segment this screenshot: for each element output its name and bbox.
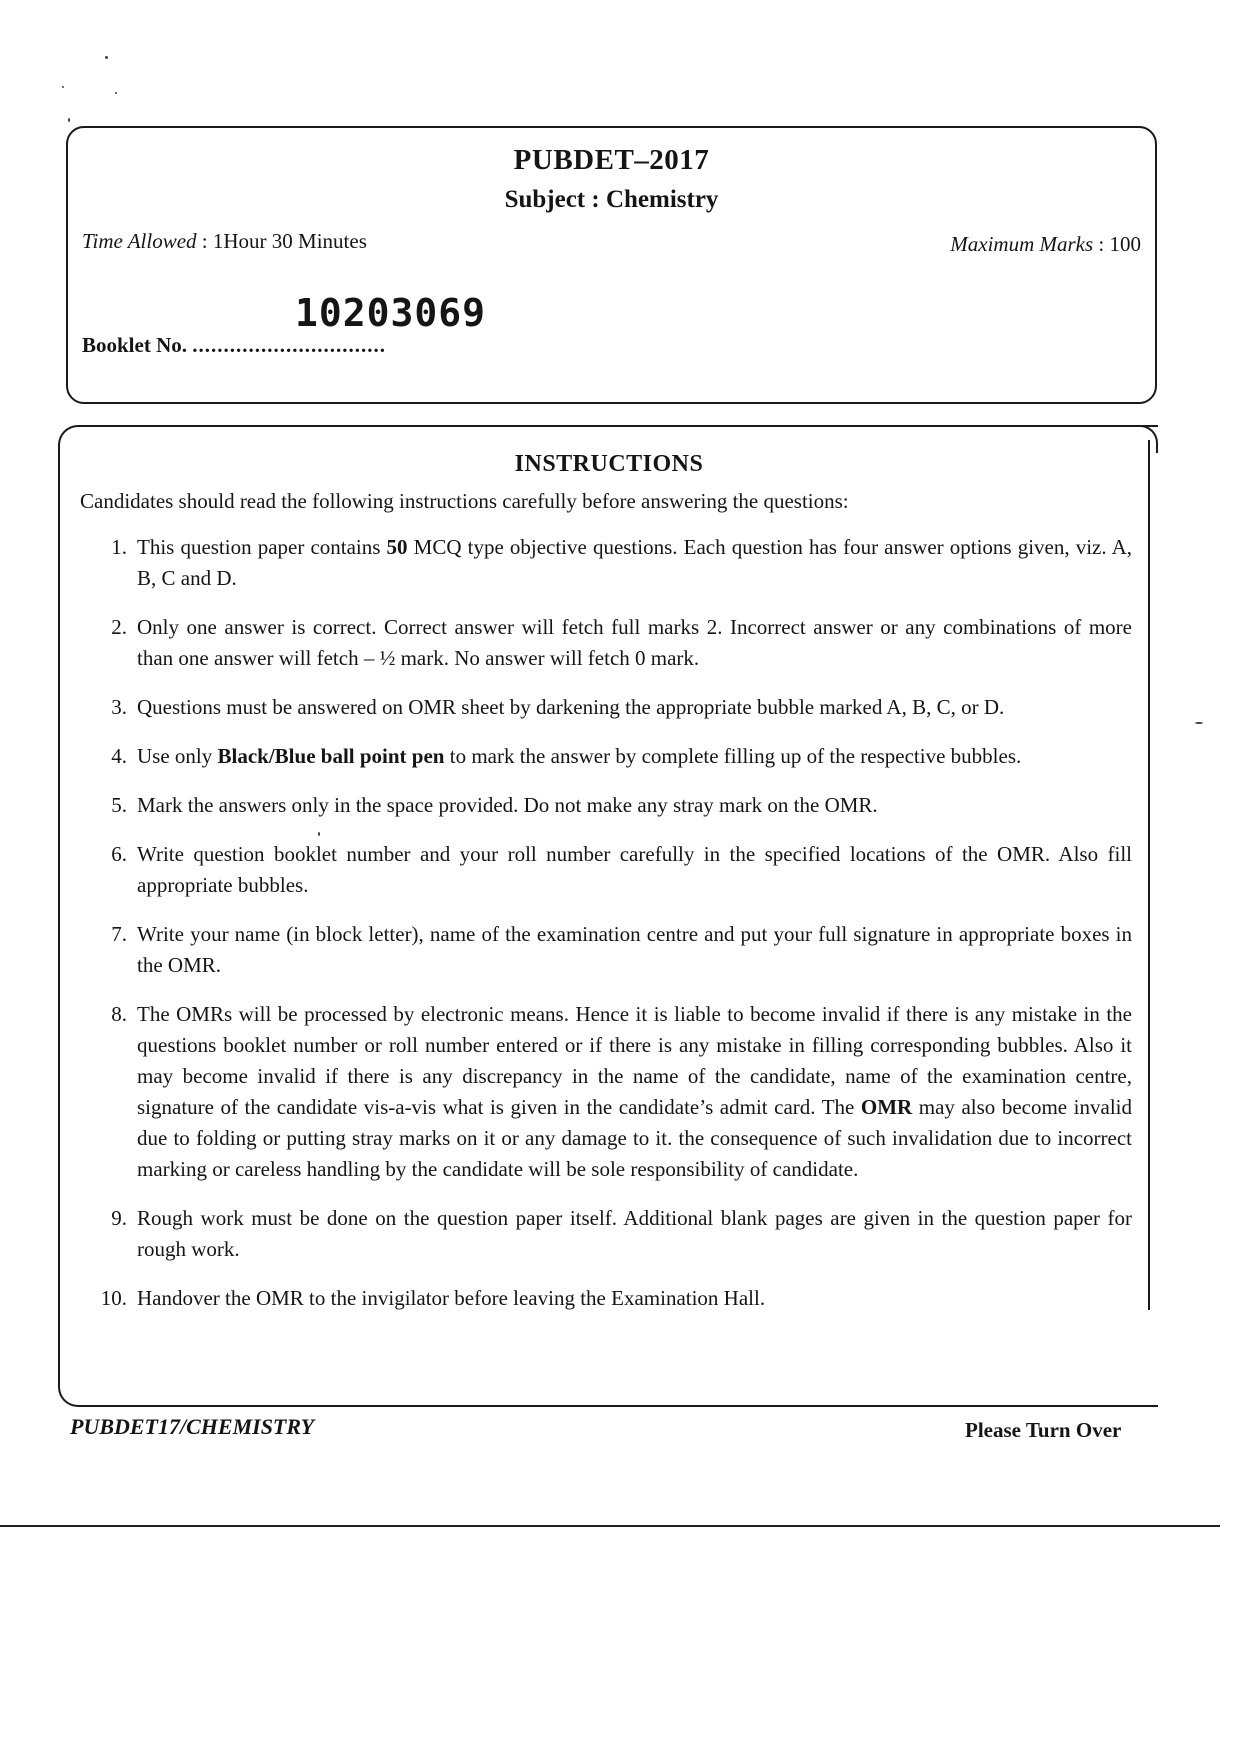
instruction-text: The OMRs will be processed by electronic means. Hence it is liable to become invalid if there is any mistake in the questions booklet number or roll number entered or if there is any mistake in filling corresponding bubbles. Also it may become invalid if there is any discrepancy in the name of the candidate, name of the examination centre, signature of the candidate vis-a-vis what is given in the candidate’s admit card. The: [137, 1002, 1132, 1119]
instruction-text: Mark the answers only in the space provided. Do not make any stray mark on the OMR.: [137, 793, 878, 817]
instruction-number: 6.: [111, 842, 127, 866]
instruction-item: [82, 790, 1132, 821]
instruction-item: [82, 1283, 1132, 1314]
instruction-bold-text: Black/Blue ball point pen: [217, 744, 445, 768]
instructions-box: [58, 425, 1158, 1407]
maximum-marks-label: Maximum Marks: [950, 232, 1094, 256]
instruction-number: 5.: [111, 793, 127, 817]
scan-speck: [105, 56, 108, 59]
instruction-text-continued: may also become invalid due to folding or putting stray marks on it or any damage to it. the consequence of such invalidation due to incorrect marking or careless handling by the candidate will be sole responsibility of candidate.: [137, 1095, 1132, 1181]
time-allowed: [82, 229, 367, 254]
instruction-text: Questions must be answered on OMR sheet by darkening the appropriate bubble marked A, B, C, or D.: [137, 695, 1005, 719]
instruction-bold-text: OMR: [860, 1095, 913, 1119]
instruction-number: 7.: [111, 922, 127, 946]
instruction-text: Write question booklet number and your roll number carefully in the specified locations of the OMR. Also fill appropriate bubbles.: [137, 842, 1132, 897]
booklet-line: [82, 291, 487, 358]
instructions-box-right-edge: [1148, 440, 1150, 1310]
instruction-item: [82, 741, 1132, 772]
instruction-text: Handover the OMR to the invigilator before leaving the Examination Hall.: [137, 1286, 766, 1310]
maximum-marks-value: 100: [1109, 232, 1141, 256]
instruction-item: [82, 999, 1132, 1185]
instruction-text: Only one answer is correct. Correct answer will fetch full marks 2. Incorrect answer or any combinations of more than one answer will fetch – ½ mark. No answer will fetch 0 mark.: [137, 615, 1132, 670]
page-bottom-rule: [0, 1525, 1220, 1527]
instruction-number: 4.: [111, 744, 127, 768]
instruction-item: [82, 1203, 1132, 1265]
instructions-list: [82, 532, 1132, 1332]
footer-paper-code: PUBDET17/CHEMISTRY: [70, 1414, 315, 1439]
instruction-number: 1.: [111, 535, 127, 559]
subject-line: Subject : Chemistry: [504, 186, 719, 213]
scan-speck: [318, 832, 320, 836]
instruction-text: Rough work must be done on the question paper itself. Additional blank pages are given in the question paper for rough work.: [137, 1206, 1132, 1261]
instruction-number: 8.: [111, 1002, 127, 1026]
instruction-bold-text: 50: [386, 535, 408, 559]
scan-speck: [115, 92, 117, 94]
instruction-number: 2.: [111, 615, 127, 639]
instruction-text-continued: to mark the answer by complete filling up of the respective bubbles.: [444, 744, 1022, 768]
instruction-item: [82, 919, 1132, 981]
time-colon: :: [196, 229, 213, 253]
instruction-text: Write your name (in block letter), name of the examination centre and put your full signature in appropriate boxes in the OMR.: [137, 922, 1132, 977]
scan-speck: [62, 86, 64, 88]
header-box: [66, 126, 1157, 404]
instruction-text: This question paper contains: [137, 535, 387, 559]
instructions-heading: INSTRUCTIONS: [514, 451, 704, 477]
booklet-label: Booklet No.: [82, 333, 187, 357]
instruction-item: [82, 839, 1132, 901]
scan-speck: [1195, 722, 1203, 724]
instruction-item: [82, 612, 1132, 674]
instruction-text-continued: MCQ type objective questions. Each question has four answer options given, viz. A, B, C and D.: [137, 535, 1132, 590]
footer-turn-over: Please Turn Over: [965, 1418, 1122, 1442]
instruction-number: 3.: [111, 695, 127, 719]
instructions-intro: Candidates should read the following instructions carefully before answering the questions:: [80, 489, 849, 513]
exam-title: PUBDET–2017: [513, 144, 710, 176]
booklet-number: 10203069: [295, 291, 487, 335]
instruction-item: [82, 692, 1132, 723]
instruction-item: [82, 532, 1132, 594]
maximum-marks: [950, 232, 1141, 257]
instruction-number: 9.: [111, 1206, 127, 1230]
instruction-number: 10.: [100, 1286, 127, 1310]
instruction-text: Use only: [137, 744, 218, 768]
time-allowed-value: 1Hour 30 Minutes: [212, 229, 367, 253]
scan-speck: [68, 118, 70, 122]
time-allowed-label: Time Allowed: [82, 229, 197, 253]
booklet-dotted-line: ...............................: [192, 333, 386, 357]
marks-colon: :: [1093, 232, 1110, 256]
